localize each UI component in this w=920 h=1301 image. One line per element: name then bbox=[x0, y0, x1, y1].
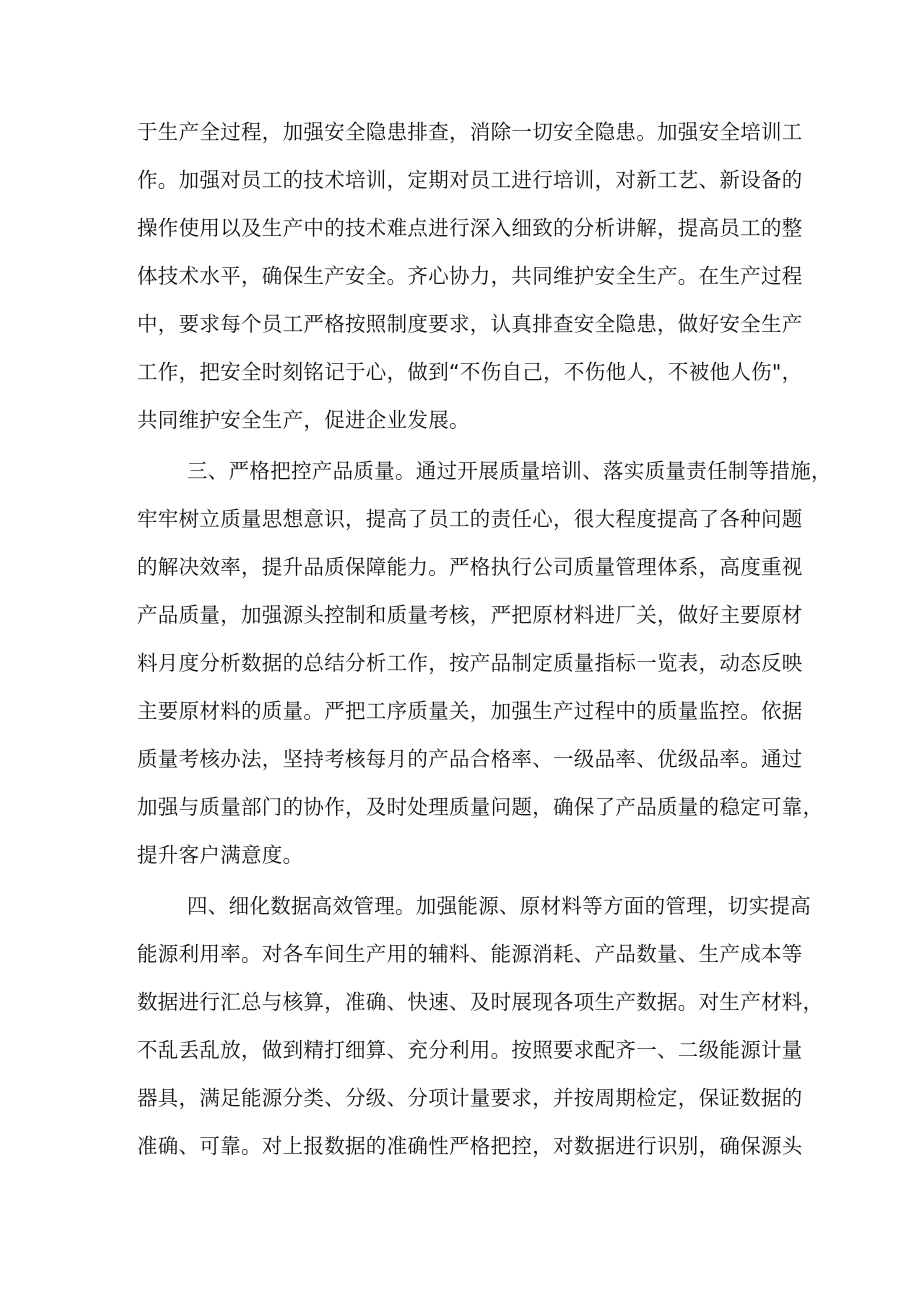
text-line: 作。加强对员工的技术培训，定期对员工进行培训，对新工艺、新设备的 bbox=[137, 168, 803, 192]
text-line: 共同维护安全生产，促进企业发展。 bbox=[137, 408, 470, 432]
text-line: 工作，把安全时刻铭记于心，做到“不伤自己，不伤他人，不被他人伤"， bbox=[137, 360, 803, 384]
text-line: 不乱丢乱放，做到精打细算、充分利用。按照要求配齐一、二级能源计量 bbox=[137, 1038, 803, 1062]
text-line: 体技术水平，确保生产安全。齐心协力，共同维护安全生产。在生产过程 bbox=[137, 264, 803, 288]
paragraph-heading-line: 三、严格把控产品质量。通过开展质量培训、落实质量责任制等措施， bbox=[187, 459, 832, 483]
text-line: 数据进行汇总与核算，准确、快速、及时展现各项生产数据。对生产材料， bbox=[137, 990, 824, 1014]
text-line: 牢牢树立质量思想意识，提高了员工的责任心，很大程度提高了各种问题 bbox=[137, 507, 803, 531]
text-line: 准确、可靠。对上报数据的准确性严格把控，对数据进行识别，确保源头 bbox=[137, 1134, 803, 1158]
text-line: 提升客户满意度。 bbox=[137, 843, 304, 867]
text-line: 的解决效率，提升品质保障能力。严格执行公司质量管理体系，高度重视 bbox=[137, 555, 803, 579]
paragraph-heading-line: 四、细化数据高效管理。加强能源、原材料等方面的管理，切实提高 bbox=[187, 894, 811, 918]
text-line: 主要原材料的质量。严把工序质量关，加强生产过程中的质量监控。依据 bbox=[137, 699, 803, 723]
text-line: 质量考核办法，坚持考核每月的产品合格率、一级品率、优级品率。通过 bbox=[137, 747, 803, 771]
text-line: 于生产全过程，加强安全隐患排查，消除一切安全隐患。加强安全培训工 bbox=[137, 120, 803, 144]
text-line: 产品质量，加强源头控制和质量考核，严把原材料进厂关，做好主要原材 bbox=[137, 603, 803, 627]
text-line: 操作使用以及生产中的技术难点进行深入细致的分析讲解，提高员工的整 bbox=[137, 216, 803, 240]
text-line: 料月度分析数据的总结分析工作，按产品制定质量指标一览表，动态反映 bbox=[137, 651, 803, 675]
text-line: 能源利用率。对各车间生产用的辅料、能源消耗、产品数量、生产成本等 bbox=[137, 942, 803, 966]
text-line: 中，要求每个员工严格按照制度要求，认真排查安全隐患，做好安全生产 bbox=[137, 312, 803, 336]
text-line: 加强与质量部门的协作，及时处理质量问题，确保了产品质量的稳定可靠， bbox=[137, 795, 824, 819]
text-line: 器具，满足能源分类、分级、分项计量要求，并按周期检定，保证数据的 bbox=[137, 1086, 803, 1110]
